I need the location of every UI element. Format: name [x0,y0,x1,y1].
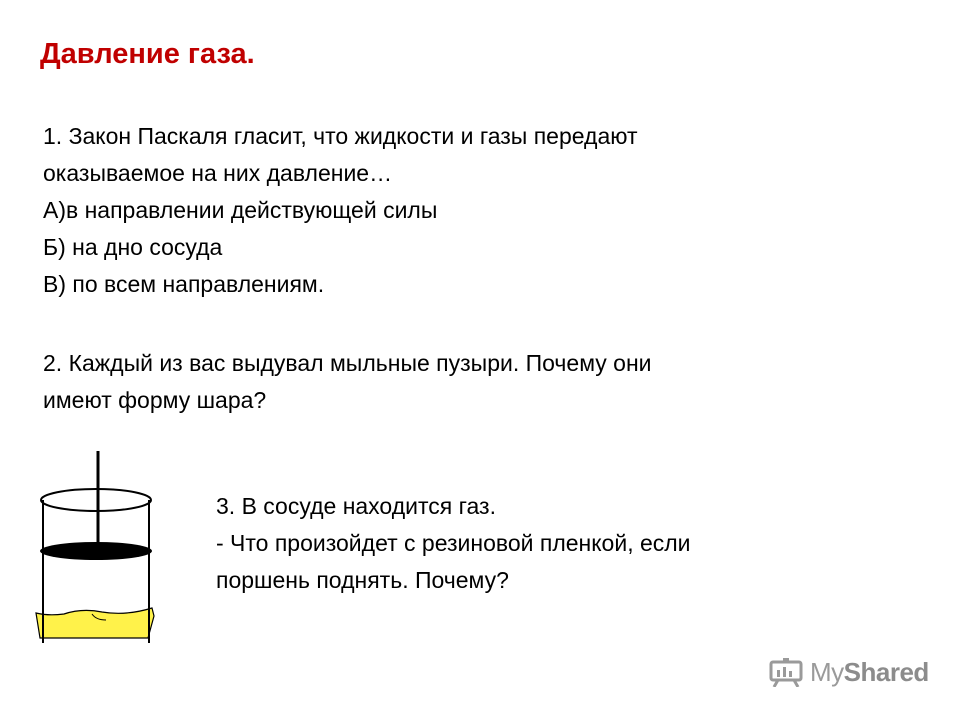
vessel-illustration [30,448,160,643]
question-3-line: поршень поднять. Почему? [216,567,509,593]
piston [40,542,152,560]
question-2-line: 2. Каждый из вас выдувал мыльные пузыри. Почему они [43,350,652,376]
question-2 [43,345,652,419]
watermark-shared: Shared [843,656,929,687]
answer-option-c: В) по всем направлениям. [43,271,325,297]
vessel-rim [41,489,151,511]
question-1-line: оказываемое на них давление… [43,160,393,186]
question-1-line: 1. Закон Паскаля гласит, что жидкости и газы передают [43,123,638,149]
rubber-film [36,608,154,638]
question-2-line: имеют форму шара? [43,387,267,413]
watermark-logo [768,655,929,689]
watermark-my: My [810,656,844,687]
question-3 [216,488,691,599]
question-3-line: - Что произойдет с резиновой пленкой, если [216,530,691,556]
watermark-text [810,657,929,688]
answer-option-b: Б) на дно сосуда [43,234,223,260]
question-1 [43,118,638,303]
answer-option-a: А)в направлении действующей силы [43,197,438,223]
slide-title: Давление газа. [40,38,255,70]
question-3-line: 3. В сосуде находится газ. [216,493,496,519]
presentation-board-icon [768,657,804,687]
